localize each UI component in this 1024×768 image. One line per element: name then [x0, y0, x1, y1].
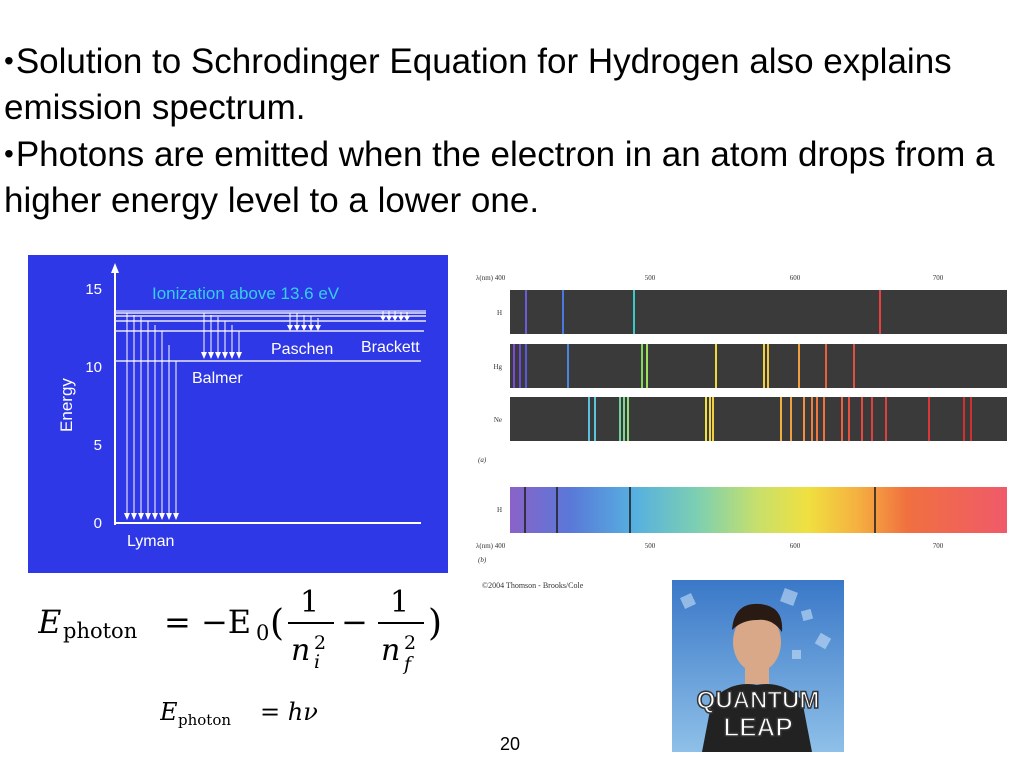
- bullet-2: [4, 131, 1014, 224]
- quantum-leap-poster-image: [672, 580, 844, 752]
- formula-lhs-e: E: [38, 603, 62, 641]
- formula-equals-minus-e: = −E: [164, 603, 252, 641]
- poster-title-line2: LEAP: [723, 712, 793, 742]
- tick-0: 0: [93, 515, 102, 532]
- emission-spectra-figure: [474, 265, 1008, 595]
- energy-level-diagram: [28, 255, 448, 573]
- bottom-tick-700: 700: [932, 542, 944, 550]
- small-formula-rhs: = hν: [260, 698, 318, 726]
- top-axis-label: λ(nm) 400: [476, 274, 506, 282]
- formula-close-paren: ): [428, 603, 443, 644]
- energy-level-svg: [28, 255, 448, 573]
- poster-svg: [672, 580, 844, 752]
- h-row-label: H: [496, 309, 502, 317]
- hg-row-label: Hg: [493, 363, 502, 371]
- top-tick-600: 600: [789, 274, 801, 282]
- photon-frequency-formula: [160, 692, 360, 732]
- energy-axis-label: Energy: [57, 378, 76, 432]
- top-tick-500: 500: [644, 274, 656, 282]
- fraction-1-exponent: 2: [314, 632, 327, 654]
- absorption-row-label: H: [496, 506, 502, 514]
- balmer-label: Balmer: [192, 370, 243, 387]
- fraction-2-exponent: 2: [404, 632, 417, 654]
- small-formula-subscript: photon: [178, 711, 232, 729]
- photon-energy-formula-svg: [38, 578, 458, 683]
- bottom-axis-label: λ(nm) 400: [476, 542, 506, 550]
- formula-lhs-subscript: photon: [63, 619, 138, 643]
- h-emission-band: [510, 290, 1007, 334]
- lyman-label: Lyman: [127, 533, 175, 550]
- bullet-marker: •: [4, 45, 14, 76]
- hg-emission-band: [510, 344, 1007, 388]
- poster-title-line1: QUANTUM: [696, 687, 820, 714]
- fraction-1-subscript: i: [314, 651, 321, 673]
- paschen-transitions: [290, 313, 318, 327]
- h-absorption-band: [510, 487, 1007, 533]
- balmer-transitions: [204, 313, 239, 355]
- fraction-2-denominator: n: [381, 633, 401, 668]
- bullet-1-text: Solution to Schrodinger Equation for Hydrogen also explains emission spectrum.: [4, 42, 952, 127]
- bullet-1: [4, 38, 1014, 131]
- paschen-label: Paschen: [271, 341, 334, 358]
- fraction-2-numerator: 1: [390, 585, 410, 620]
- spectra-svg: [474, 265, 1008, 595]
- lyman-transitions: [127, 313, 176, 517]
- bottom-tick-600: 600: [789, 542, 801, 550]
- photon-frequency-formula-svg: [160, 692, 360, 732]
- small-formula-lhs-e: E: [160, 698, 178, 726]
- ionization-label: Ionization above 13.6 eV: [152, 284, 340, 303]
- fraction-2-subscript: f: [404, 653, 412, 675]
- fraction-1-denominator: n: [291, 633, 311, 668]
- bottom-tick-500: 500: [644, 542, 656, 550]
- tick-15: 15: [85, 281, 102, 298]
- formula-open-paren: (: [270, 603, 285, 644]
- formula-e0-subscript: 0: [256, 621, 270, 645]
- figure-neck: [745, 668, 769, 684]
- page-number: 20: [500, 734, 521, 754]
- formula-minus: −: [341, 603, 368, 641]
- tick-10: 10: [85, 359, 102, 376]
- bullet-2-text: Photons are emitted when the electron in an atom drops from a higher energy level to a lower one.: [4, 135, 995, 220]
- top-tick-700: 700: [932, 274, 944, 282]
- panel-a-label: (a): [478, 456, 487, 464]
- ne-emission-band: [510, 397, 1007, 441]
- panel-b-label: (b): [478, 556, 487, 564]
- tick-5: 5: [93, 437, 102, 454]
- brackett-label: Brackett: [361, 339, 420, 356]
- fraction-1-numerator: 1: [300, 585, 320, 620]
- bullet-marker: •: [4, 138, 14, 169]
- photon-energy-formula: [38, 578, 458, 683]
- axis-arrow-icon: [111, 263, 119, 273]
- ne-row-label: Ne: [493, 416, 502, 424]
- copyright-credit: ©2004 Thomson - Brooks/Cole: [482, 581, 584, 590]
- slide-body-text: [4, 38, 1014, 224]
